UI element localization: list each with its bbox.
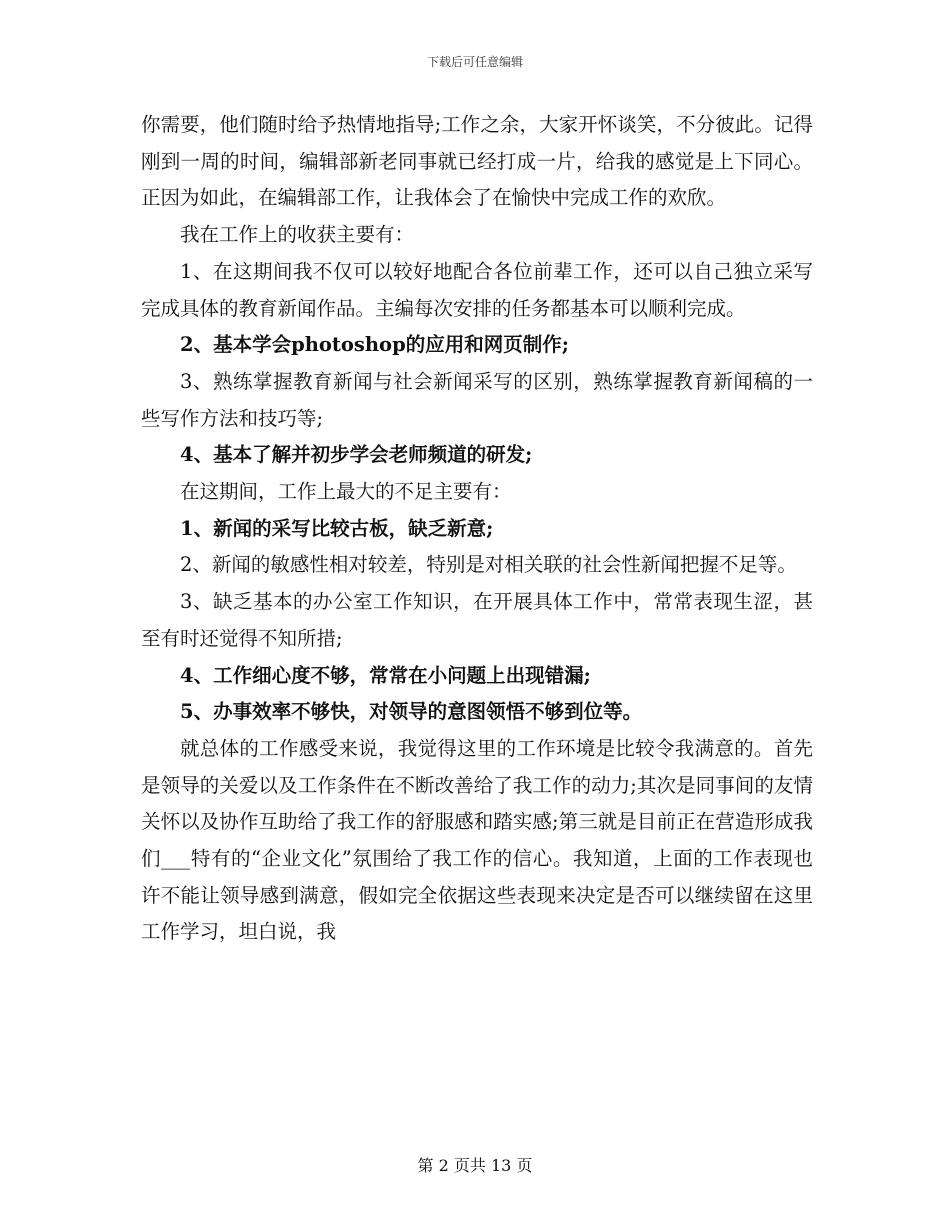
- paragraph: 就总体的工作感受来说，我觉得这里的工作环境是比较令我满意的。首先是领导的关爱以及工作条件在不断改善给了我工作的动力;其次是同事间的友情关怀以及协作互助给了我工作的舒服感和踏实感;第三就是目前正在营造形成我们___特有的“企业文化”氛围给了我工作的信心。我知道，上面的工作表现也许不能让领导感到满意，假如完全依据这些表现来决定是否可以继续留在这里工作学习，坦白说，我: [141, 736, 813, 944]
- paragraph-bold: 2、基本学会photoshop的应用和网页制作;: [180, 333, 569, 357]
- document-body: [141, 107, 813, 951]
- paragraph: 2、新闻的敏感性相对较差，特别是对相关联的社会性新闻把握不足等。: [180, 553, 797, 577]
- paragraph-bold: 5、办事效率不够快，对领导的意图领悟不够到位等。: [180, 700, 643, 724]
- paragraph: 你需要，他们随时给予热情地指导;工作之余，大家开怀谈笑，不分彼此。记得刚到一周的时间，编辑部新老同事就已经打成一片，给我的感觉是上下同心。正因为如此，在编辑部工作，让我体会了在愉快中完成工作的欢欣。: [141, 113, 813, 210]
- paragraph-bold: 4、工作细心度不够，常常在小问题上出现错漏;: [180, 663, 591, 687]
- page-header: 下载后可任意编辑: [426, 55, 523, 69]
- paragraph: 在这期间，工作上最大的不足主要有：: [180, 480, 512, 504]
- paragraph-bold: 4、基本了解并初步学会老师频道的研发;: [180, 443, 533, 467]
- paragraph: 3、缺乏基本的办公室工作知识，在开展具体工作中，常常表现生涩，甚至有时还觉得不知所措;: [141, 590, 813, 650]
- page-footer: 第 2 页共 13 页: [417, 1156, 533, 1175]
- paragraph: 3、熟练掌握教育新闻与社会新闻采写的区别，熟练掌握教育新闻稿的一些写作方法和技巧等;: [141, 369, 813, 430]
- paragraph: 我在工作上的收获主要有：: [180, 223, 415, 247]
- paragraph: 1、在这期间我不仅可以较好地配合各位前辈工作，还可以自己独立采写完成具体的教育新闻作品。主编每次安排的任务都基本可以顺利完成。: [141, 259, 813, 320]
- paragraph-bold: 1、新闻的采写比较古板，缺乏新意;: [180, 516, 494, 540]
